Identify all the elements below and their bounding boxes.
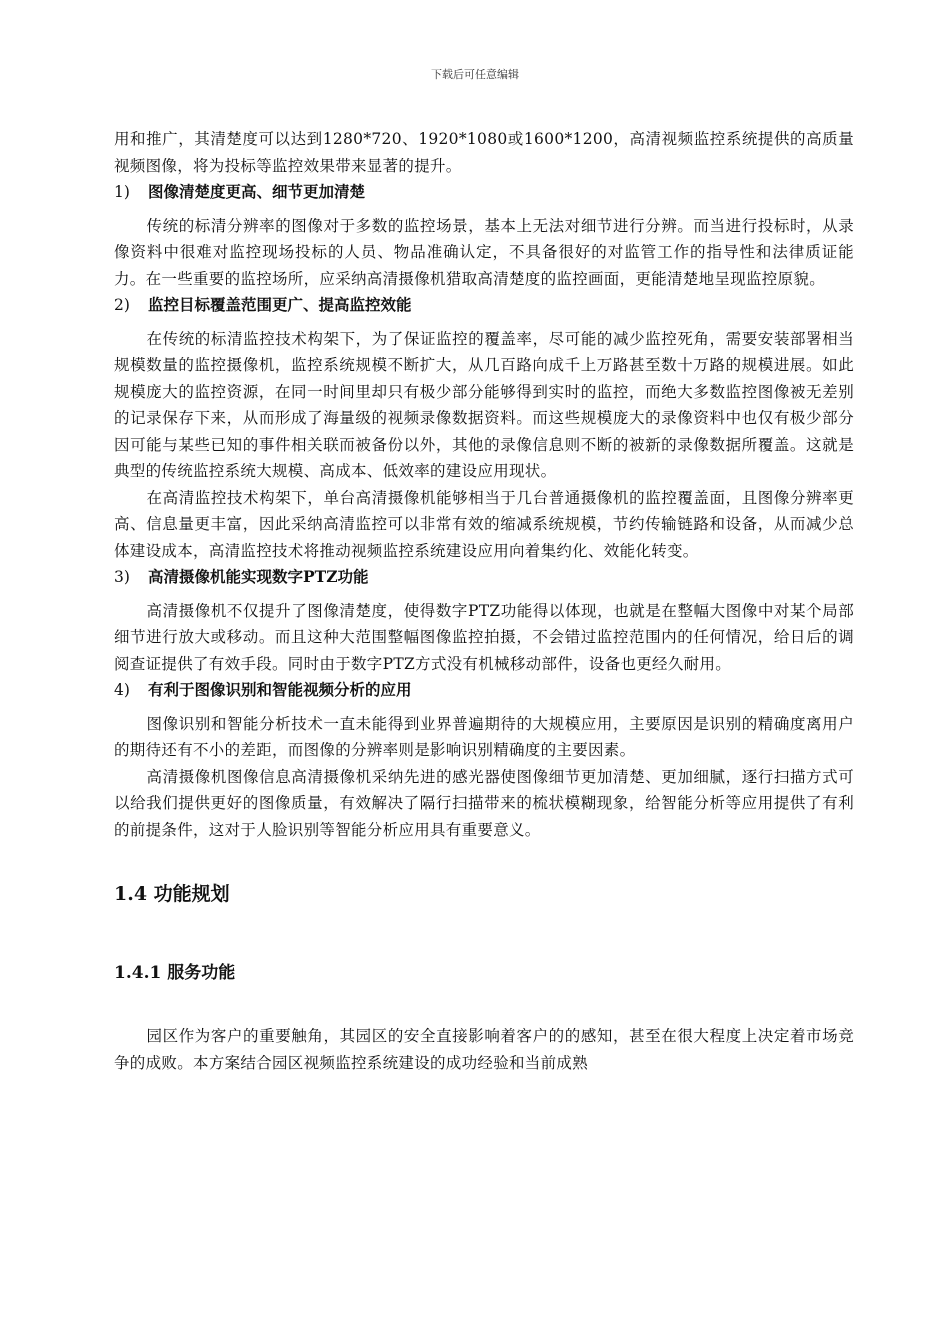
paragraph: 在传统的标清监控技术构架下，为了保证监控的覆盖率，尽可能的减少监控死角，需要安装部署相当规模数量的监控摄像机，监控系统规模不断扩大，从几百路向成千上万路甚至数十万路的规模进展。如此规模庞大的监控资源，在同一时间里却只有极少部分能够得到实时的监控，而绝大多数监控图像被无差别的记录保存下来，从而形成了海量级的视频录像数据资料。而这些规模庞大的录像资料中也仅有极少部分因可能与某些已知的事件相关联而被备份以外，其他的录像信息则不断的被新的录像数据所覆盖。这就是典型的传统监控系统大规模、高成本、低效率的建设应用现状。 [114, 329, 854, 480]
paragraph: 在高清监控技术构架下，单台高清摄像机能够相当于几台普通摄像机的监控覆盖面，且图像分辨率更高、信息量更丰富，因此采纳高清监控可以非常有效的缩减系统规模，节约传输链路和设备，从而减少总体建设成本，高清监控技术将推动视频监控系统建设应用向着集约化、效能化转变。 [114, 488, 854, 560]
paragraph: 高清摄像机图像信息高清摄像机采纳先进的感光器使图像细节更加清楚、更加细腻，逐行扫描方式可以给我们提供更好的图像质量，有效解决了隔行扫描带来的梳状模糊现象，给智能分析等应用提供了有利的前提条件，这对于人脸识别等智能分析应用具有重要意义。 [114, 767, 854, 839]
list-item-title: 监控目标覆盖范围更广、提高监控效能 [148, 295, 412, 314]
list-number: 4) [114, 681, 130, 699]
list-item-title: 高清摄像机能实现数字PTZ功能 [148, 567, 369, 586]
subsection-heading: 1.4.1 服务功能 [114, 963, 236, 983]
list-number: 2) [114, 296, 130, 314]
section-heading: 1.4 功能规划 [114, 883, 230, 905]
list-item-3 [114, 564, 854, 591]
list-item-1 [114, 179, 854, 206]
paragraph: 图像识别和智能分析技术一直未能得到业界普遍期待的大规模应用，主要原因是识别的精确度离用户的期待还有不小的差距，而图像的分辨率则是影响识别精确度的主要因素。 [114, 714, 854, 759]
paragraph: 传统的标清分辨率的图像对于多数的监控场景，基本上无法对细节进行分辨。而当进行投标时，从录像资料中很难对监控现场投标的人员、物品准确认定，不具备很好的对监管工作的指导性和法律质证能力。在一些重要的监控场所，应采纳高清摄像机猎取高清楚度的监控画面，更能清楚地呈现监控原貌。 [114, 216, 854, 288]
list-item-title: 图像清楚度更高、细节更加清楚 [148, 182, 366, 201]
list-number: 3) [114, 568, 130, 586]
list-number: 1) [114, 183, 130, 201]
paragraph-intro: 用和推广，其清楚度可以达到1280*720、1920*1080或1600*1200，高清视频监控系统提供的高质量视频图像，将为投标等监控效果带来显著的提升。 [114, 130, 854, 175]
list-item-2 [114, 292, 854, 319]
list-item-title: 有利于图像识别和智能视频分析的应用 [148, 680, 412, 699]
paragraph: 高清摄像机不仅提升了图像清楚度，使得数字PTZ功能得以体现，也就是在整幅大图像中对某个局部细节进行放大或移动。而且这种大范围整幅图像监控拍摄，不会错过监控范围内的任何情况，给日后的调阅查证提供了有效手段。同时由于数字PTZ方式没有机械移动部件，设备也更经久耐用。 [114, 601, 854, 673]
page-header: 下载后可任意编辑 [431, 68, 519, 81]
document-body [114, 126, 854, 1076]
list-item-4 [114, 677, 854, 704]
paragraph: 园区作为客户的重要触角，其园区的安全直接影响着客户的的感知，甚至在很大程度上决定着市场竞争的成败。本方案结合园区视频监控系统建设的成功经验和当前成熟 [114, 1027, 854, 1072]
